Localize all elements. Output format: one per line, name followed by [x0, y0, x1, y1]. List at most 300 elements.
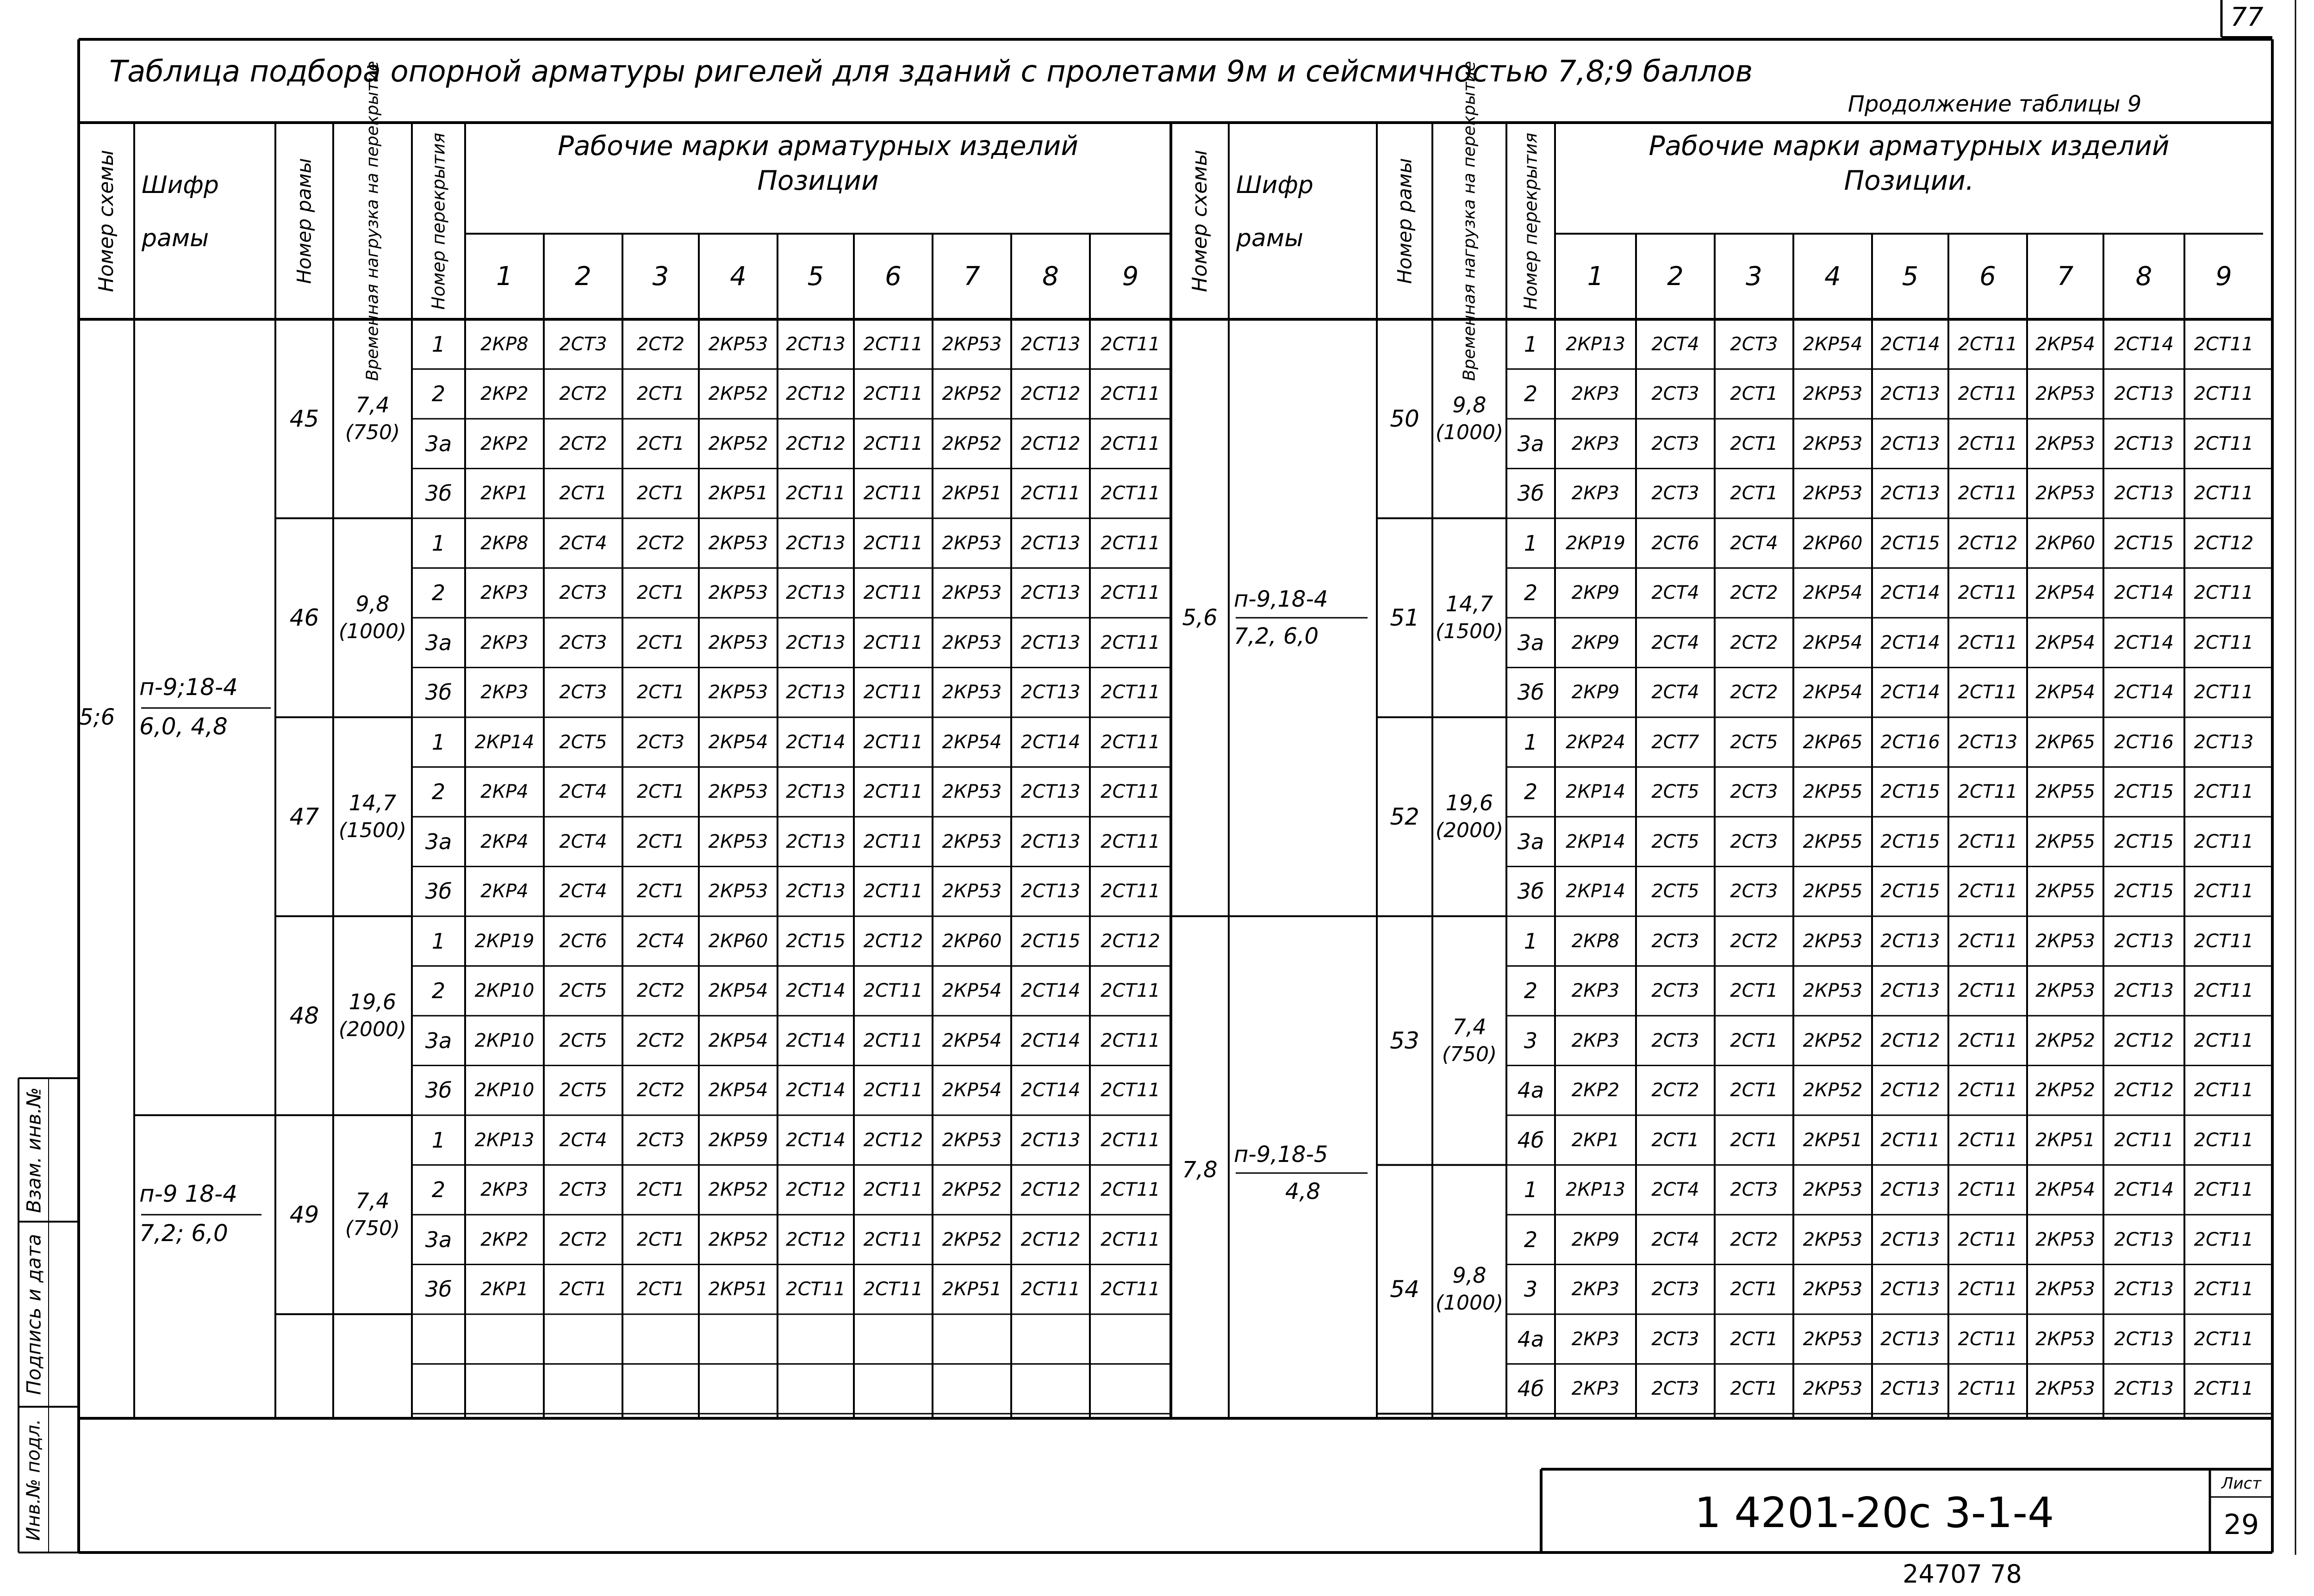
floor-number: 3а	[1517, 431, 1544, 456]
mark-cell: 2КР3	[1571, 980, 1620, 1002]
mark-cell: 2СТ3	[559, 333, 607, 355]
mark-cell: 2КР53	[1803, 383, 1863, 405]
mark-cell: 2СТ14	[1020, 1080, 1081, 1101]
load-value: 14,7	[348, 790, 397, 815]
mark-cell: 2КР3	[1571, 1378, 1620, 1400]
floor-number: 3б	[1517, 481, 1544, 506]
load-kg: (750)	[1442, 1042, 1497, 1066]
mark-cell: 2КР10	[474, 1030, 535, 1051]
mark-cell: 2СТ11	[1958, 383, 2018, 405]
frame-number: 52	[1390, 803, 1419, 830]
mark-cell: 2КР55	[2035, 881, 2095, 902]
mark-cell: 2КР53	[1803, 1229, 1863, 1250]
mark-cell: 2КР9	[1571, 632, 1620, 653]
position-header: 5	[807, 261, 824, 292]
mark-cell: 2СТ5	[559, 980, 607, 1002]
position-header: 9	[1122, 261, 1139, 292]
mark-cell: 2СТ11	[863, 383, 923, 405]
mark-cell: 2СТ11	[2194, 1328, 2254, 1350]
mark-cell: 2СТ15	[1880, 532, 1940, 554]
mark-cell: 2СТ11	[863, 483, 923, 504]
mark-cell: 2СТ11	[1101, 483, 1160, 504]
mark-cell: 2СТ14	[1020, 1030, 1081, 1051]
mark-cell: 2СТ4	[559, 881, 607, 902]
mark-cell: 2СТ3	[1651, 433, 1699, 454]
mark-cell: 2СТ13	[1020, 831, 1081, 852]
mark-cell: 2СТ13	[1958, 731, 2018, 753]
mark-cell: 2СТ11	[1101, 781, 1160, 803]
mark-cell: 2СТ4	[1651, 1229, 1699, 1250]
header-scheme-no-text: Номер схемы	[94, 149, 118, 292]
floor-number: 2	[431, 1177, 446, 1203]
mark-cell: 2КР53	[2035, 1279, 2095, 1300]
floor-number: 2	[1524, 779, 1538, 805]
mark-cell: 2СТ4	[559, 781, 607, 803]
mark-cell: 2КР53	[942, 532, 1002, 554]
side-label-sign-text: Подпись и дата	[22, 1234, 45, 1395]
floor-number: 2	[431, 779, 446, 805]
mark-cell: 2СТ11	[1958, 582, 2018, 604]
mark-cell: 2СТ11	[863, 881, 923, 902]
mark-cell: 2СТ14	[1880, 682, 1940, 703]
mark-cell: 2СТ11	[1958, 1378, 2018, 1400]
mark-cell: 2СТ13	[786, 781, 846, 803]
mark-cell: 2СТ1	[636, 781, 685, 803]
mark-cell: 2КР53	[2035, 483, 2095, 504]
mark-cell: 2СТ14	[2114, 1179, 2174, 1201]
floor-number: 3б	[1517, 879, 1544, 904]
mark-cell: 2КР4	[480, 881, 529, 902]
mark-cell: 2СТ11	[1958, 1279, 2018, 1300]
mark-cell: 2СТ1	[636, 1229, 685, 1250]
mark-cell: 2КР52	[1803, 1030, 1863, 1051]
mark-cell: 2СТ15	[786, 930, 846, 952]
mark-cell: 2КР54	[2035, 333, 2095, 355]
mark-cell: 2КР3	[1571, 1328, 1620, 1350]
mark-cell: 2СТ11	[2194, 980, 2254, 1002]
load-value: 9,8	[1452, 1263, 1487, 1288]
mark-cell: 2СТ13	[1880, 1229, 1940, 1250]
mark-cell: 2КР53	[708, 532, 768, 554]
mark-cell: 2КР53	[1803, 930, 1863, 952]
mark-cell: 2СТ11	[2194, 383, 2254, 405]
mark-cell: 2КР3	[1571, 433, 1620, 454]
frame-number: 54	[1390, 1276, 1419, 1303]
mark-cell: 2КР51	[942, 1279, 1002, 1300]
mark-cell: 2КР13	[1566, 1179, 1625, 1201]
mark-cell: 2СТ11	[863, 433, 923, 454]
mark-cell: 2СТ1	[559, 1279, 607, 1300]
header-scheme-no-text: Номер схемы	[1188, 149, 1212, 292]
header-marks: Рабочие марки арматурных изделий	[558, 130, 1078, 161]
cipher-top: п-9,18-5	[1234, 1142, 1328, 1168]
mark-cell: 2СТ12	[1880, 1030, 1940, 1051]
mark-cell: 2СТ11	[1101, 1030, 1160, 1051]
mark-cell: 2СТ7	[1651, 731, 1699, 753]
load-kg: (750)	[345, 421, 400, 444]
stamp-sheet-number: 29	[2223, 1509, 2259, 1541]
mark-cell: 2СТ2	[559, 433, 607, 454]
header-floor-no	[1506, 123, 1555, 319]
mark-cell: 2КР14	[474, 731, 535, 753]
mark-cell: 2СТ14	[1880, 632, 1940, 653]
cipher-top: п-9,18-4	[1234, 586, 1328, 612]
floor-number: 3б	[1517, 680, 1544, 705]
load-value: 7,4	[355, 1188, 390, 1213]
mark-cell: 2СТ11	[1101, 731, 1160, 753]
mark-cell: 2КР53	[708, 881, 768, 902]
mark-cell: 2СТ14	[786, 1129, 846, 1151]
mark-cell: 2СТ11	[1101, 1179, 1160, 1201]
stamp-code: 1 4201-20с 3-1-4	[1694, 1489, 2054, 1537]
floor-number: 2	[431, 381, 446, 407]
mark-cell: 2СТ5	[1651, 831, 1699, 852]
mark-cell: 2КР8	[480, 532, 529, 554]
mark-cell: 2СТ11	[1880, 1129, 1940, 1151]
mark-cell: 2СТ13	[1020, 1129, 1081, 1151]
mark-cell: 2СТ3	[1651, 1030, 1699, 1051]
mark-cell: 2СТ13	[1020, 532, 1081, 554]
mark-cell: 2СТ5	[559, 1030, 607, 1051]
mark-cell: 2СТ11	[863, 632, 923, 653]
mark-cell: 2СТ11	[1020, 1279, 1081, 1300]
header-load-text: Временная нагрузка на перекрытие	[1460, 61, 1479, 381]
mark-cell: 2СТ11	[863, 1080, 923, 1101]
mark-cell: 2КР53	[942, 682, 1002, 703]
position-header: 1	[1587, 261, 1604, 292]
scheme-number: 5;6	[79, 704, 115, 730]
mark-cell: 2СТ13	[1880, 483, 1940, 504]
mark-cell: 2СТ2	[636, 333, 685, 355]
mark-cell: 2СТ12	[2114, 1080, 2174, 1101]
mark-cell: 2СТ1	[1730, 483, 1778, 504]
scheme-group: 7,8	[1182, 1157, 1218, 1183]
mark-cell: 2СТ12	[786, 1229, 846, 1250]
mark-cell: 2КР52	[708, 383, 768, 405]
mark-cell: 2СТ13	[786, 632, 846, 653]
floor-number: 3а	[1517, 630, 1544, 655]
mark-cell: 2СТ13	[2114, 980, 2174, 1002]
side-label-sign	[19, 1222, 49, 1407]
position-header: 9	[2215, 261, 2232, 292]
mark-cell: 2СТ11	[863, 731, 923, 753]
stamp-sheet-label: Лист	[2221, 1474, 2262, 1493]
mark-cell: 2КР51	[708, 483, 768, 504]
mark-cell: 2КР53	[2035, 1328, 2095, 1350]
mark-cell: 2КР53	[1803, 1179, 1863, 1201]
mark-cell: 2КР60	[2035, 532, 2095, 554]
mark-cell: 2КР53	[2035, 1378, 2095, 1400]
mark-cell: 2КР53	[708, 582, 768, 604]
mark-cell: 2СТ15	[2114, 831, 2174, 852]
mark-cell: 2СТ11	[863, 582, 923, 604]
mark-cell: 2КР55	[1803, 831, 1863, 852]
mark-cell: 2КР54	[942, 1030, 1002, 1051]
mark-cell: 2СТ5	[1730, 731, 1778, 753]
mark-cell: 2СТ12	[1020, 383, 1081, 405]
mark-cell: 2КР53	[942, 881, 1002, 902]
mark-cell: 2КР53	[942, 831, 1002, 852]
mark-cell: 2СТ13	[2194, 731, 2254, 753]
header-frame-no-text: Номер рамы	[293, 158, 316, 284]
floor-number: 1	[431, 530, 446, 556]
mark-cell: 2КР3	[1571, 383, 1620, 405]
header-cipher-2: рамы	[142, 224, 209, 252]
mark-cell: 2СТ13	[1880, 433, 1940, 454]
load-value: 19,6	[348, 989, 397, 1014]
mark-cell: 2СТ1	[636, 1179, 685, 1201]
load-value: 9,8	[1452, 392, 1487, 417]
mark-cell: 2СТ12	[786, 433, 846, 454]
mark-cell: 2СТ2	[1730, 930, 1778, 952]
mark-cell: 2СТ11	[786, 1279, 846, 1300]
mark-cell: 2СТ11	[1958, 1030, 2018, 1051]
mark-cell: 2СТ11	[2194, 433, 2254, 454]
mark-cell: 2СТ11	[1958, 980, 2018, 1002]
mark-cell: 2СТ11	[2194, 1080, 2254, 1101]
mark-cell: 2СТ11	[2194, 682, 2254, 703]
load-value: 7,4	[1452, 1014, 1487, 1039]
floor-number: 4б	[1517, 1127, 1544, 1153]
mark-cell: 2СТ1	[1730, 1279, 1778, 1300]
mark-cell: 2СТ11	[1101, 1129, 1160, 1151]
mark-cell: 2КР53	[708, 333, 768, 355]
side-label-orig-text: Инв.№ подл.	[23, 1418, 44, 1541]
floor-number: 3б	[425, 680, 452, 705]
position-header: 2	[575, 261, 591, 292]
floor-number: 2	[1524, 381, 1538, 407]
position-header: 6	[1979, 261, 1996, 292]
mark-cell: 2СТ12	[1020, 1179, 1081, 1201]
frame-number: 45	[289, 405, 319, 432]
mark-cell: 2СТ11	[1958, 1080, 2018, 1101]
load-kg: (1500)	[338, 819, 407, 842]
mark-cell: 2СТ2	[559, 1229, 607, 1250]
mark-cell: 2СТ13	[1020, 781, 1081, 803]
mark-cell: 2СТ5	[559, 1080, 607, 1101]
mark-cell: 2КР10	[474, 980, 535, 1002]
floor-number: 3а	[425, 1227, 452, 1252]
mark-cell: 2СТ11	[1958, 1229, 2018, 1250]
mark-cell: 2СТ15	[1880, 831, 1940, 852]
mark-cell: 2КР13	[474, 1129, 535, 1151]
mark-cell: 2КР4	[480, 831, 529, 852]
mark-cell: 2КР52	[942, 433, 1002, 454]
mark-cell: 2СТ11	[863, 682, 923, 703]
mark-cell: 2СТ11	[863, 1279, 923, 1300]
mark-cell: 2СТ3	[559, 632, 607, 653]
mark-cell: 2СТ11	[1958, 333, 2018, 355]
mark-cell: 2СТ4	[559, 831, 607, 852]
mark-cell: 2КР53	[708, 831, 768, 852]
mark-cell: 2КР1	[480, 1279, 529, 1300]
mark-cell: 2СТ13	[2114, 1229, 2174, 1250]
mark-cell: 2КР53	[1803, 1328, 1863, 1350]
cipher-top: п-9 18-4	[139, 1180, 237, 1207]
mark-cell: 2СТ11	[863, 980, 923, 1002]
table-subtitle: Продолжение таблицы 9	[1847, 91, 2142, 117]
mark-cell: 2СТ11	[786, 483, 846, 504]
mark-cell: 2КР9	[1571, 582, 1620, 604]
mark-cell: 2СТ3	[559, 582, 607, 604]
position-header: 7	[2057, 261, 2074, 292]
mark-cell: 2СТ1	[1730, 1378, 1778, 1400]
mark-cell: 2КР19	[474, 930, 535, 952]
frame-number: 53	[1390, 1027, 1419, 1054]
mark-cell: 2КР53	[1803, 1279, 1863, 1300]
mark-cell: 2КР53	[942, 333, 1002, 355]
mark-cell: 2КР60	[708, 930, 768, 952]
floor-number: 3а	[425, 829, 452, 854]
mark-cell: 2СТ3	[1651, 483, 1699, 504]
floor-number: 3а	[425, 431, 452, 456]
mark-cell: 2КР3	[480, 1179, 529, 1201]
mark-cell: 2СТ11	[1101, 433, 1160, 454]
mark-cell: 2СТ13	[1880, 383, 1940, 405]
mark-cell: 2КР4	[480, 781, 529, 803]
load-kg: (1000)	[1435, 421, 1504, 444]
mark-cell: 2СТ3	[1730, 1179, 1778, 1201]
side-label-orig	[19, 1407, 49, 1553]
mark-cell: 2СТ11	[1101, 881, 1160, 902]
mark-cell: 2СТ1	[559, 483, 607, 504]
mark-cell: 2СТ11	[1958, 1328, 2018, 1350]
mark-cell: 2СТ5	[1651, 881, 1699, 902]
header-load	[333, 61, 412, 381]
position-header: 4	[730, 261, 746, 292]
mark-cell: 2СТ13	[1880, 980, 1940, 1002]
mark-cell: 2СТ12	[2114, 1030, 2174, 1051]
mark-cell: 2СТ1	[1730, 383, 1778, 405]
header-load	[1432, 61, 1506, 381]
mark-cell: 2СТ11	[1101, 980, 1160, 1002]
mark-cell: 2КР52	[942, 1179, 1002, 1201]
floor-number: 3б	[425, 1277, 452, 1302]
mark-cell: 2СТ4	[1651, 582, 1699, 604]
mark-cell: 2КР53	[1803, 483, 1863, 504]
header-frame-no	[275, 123, 333, 319]
mark-cell: 2СТ15	[2114, 532, 2174, 554]
mark-cell: 2КР54	[1803, 582, 1863, 604]
mark-cell: 2КР13	[1566, 333, 1625, 355]
mark-cell: 2КР54	[2035, 1179, 2095, 1201]
floor-number: 1	[431, 1127, 446, 1153]
floor-number: 3б	[425, 1078, 452, 1103]
mark-cell: 2СТ15	[1880, 881, 1940, 902]
mark-cell: 2КР53	[2035, 433, 2095, 454]
mark-cell: 2КР52	[1803, 1080, 1863, 1101]
cipher-bottom: 6,0, 4,8	[139, 713, 228, 740]
mark-cell: 2СТ3	[1730, 881, 1778, 902]
mark-cell: 2СТ13	[2114, 383, 2174, 405]
position-header: 1	[496, 261, 513, 292]
mark-cell: 2СТ11	[2114, 1129, 2174, 1151]
mark-cell: 2СТ11	[1101, 831, 1160, 852]
mark-cell: 2СТ11	[1958, 930, 2018, 952]
load-kg: (1000)	[1435, 1291, 1504, 1315]
header-positions: Позиции.	[1844, 165, 1974, 196]
mark-cell: 2СТ11	[863, 1030, 923, 1051]
header-floor-no-text: Номер перекрытия	[428, 132, 449, 310]
floor-number: 3б	[425, 879, 452, 904]
mark-cell: 2КР8	[480, 333, 529, 355]
cipher-bottom: 4,8	[1285, 1179, 1321, 1205]
mark-cell: 2КР53	[2035, 980, 2095, 1002]
mark-cell: 2КР53	[942, 1129, 1002, 1151]
mark-cell: 2КР54	[2035, 582, 2095, 604]
mark-cell: 2СТ4	[559, 532, 607, 554]
side-label-inv-text: Взам. инв.№	[22, 1087, 45, 1213]
mark-cell: 2СТ13	[786, 333, 846, 355]
table-title: Таблица подбора опорной арматуры ригелей для зданий с пролетами 9м и сейсмичностью 7,8;9 баллов	[109, 55, 1753, 89]
mark-cell: 2СТ11	[2194, 333, 2254, 355]
mark-cell: 2СТ11	[863, 1229, 923, 1250]
mark-cell: 2КР14	[1566, 781, 1625, 803]
floor-number: 4а	[1517, 1078, 1544, 1103]
mark-cell: 2СТ13	[786, 881, 846, 902]
mark-cell: 2СТ13	[2114, 1279, 2174, 1300]
mark-cell: 2СТ1	[1730, 1030, 1778, 1051]
mark-cell: 2СТ13	[1880, 930, 1940, 952]
mark-cell: 2СТ12	[786, 383, 846, 405]
mark-cell: 2КР1	[480, 483, 529, 504]
mark-cell: 2СТ1	[1730, 433, 1778, 454]
mark-cell: 2КР51	[708, 1279, 768, 1300]
mark-cell: 2СТ14	[2114, 582, 2174, 604]
mark-cell: 2КР1	[1571, 1129, 1620, 1151]
mark-cell: 2СТ11	[1958, 881, 2018, 902]
mark-cell: 2КР55	[1803, 781, 1863, 803]
mark-cell: 2КР65	[1803, 731, 1863, 753]
mark-cell: 2СТ14	[786, 980, 846, 1002]
mark-cell: 2КР52	[2035, 1030, 2095, 1051]
mark-cell: 2СТ11	[1958, 1129, 2018, 1151]
mark-cell: 2СТ11	[1101, 383, 1160, 405]
mark-cell: 2КР9	[1571, 682, 1620, 703]
mark-cell: 2СТ12	[863, 1129, 923, 1151]
mark-cell: 2КР65	[2035, 731, 2095, 753]
mark-cell: 2СТ11	[1958, 1179, 2018, 1201]
header-floor-no-text: Номер перекрытия	[1520, 132, 1541, 310]
floor-number: 2	[1524, 1227, 1538, 1252]
mark-cell: 2КР2	[480, 383, 529, 405]
mark-cell: 2СТ14	[2114, 632, 2174, 653]
load-value: 14,7	[1445, 591, 1493, 616]
position-header: 5	[1902, 261, 1919, 292]
mark-cell: 2КР8	[1571, 930, 1620, 952]
mark-cell: 2СТ11	[2194, 881, 2254, 902]
mark-cell: 2СТ11	[2194, 632, 2254, 653]
mark-cell: 2СТ6	[1651, 532, 1699, 554]
load-kg: (2000)	[338, 1018, 407, 1041]
mark-cell: 2КР60	[942, 930, 1002, 952]
mark-cell: 2СТ13	[786, 582, 846, 604]
mark-cell: 2СТ5	[1651, 781, 1699, 803]
floor-number: 3	[1524, 1028, 1538, 1053]
mark-cell: 2СТ13	[786, 682, 846, 703]
mark-cell: 2КР51	[2035, 1129, 2095, 1151]
mark-cell: 2СТ4	[636, 930, 685, 952]
mark-cell: 2СТ13	[1020, 582, 1081, 604]
mark-cell: 2КР53	[708, 682, 768, 703]
mark-cell: 2КР55	[2035, 831, 2095, 852]
header-cipher-2: рамы	[1236, 224, 1304, 252]
mark-cell: 2СТ1	[636, 582, 685, 604]
mark-cell: 2КР24	[1566, 731, 1625, 753]
mark-cell: 2КР53	[942, 781, 1002, 803]
mark-cell: 2СТ11	[863, 831, 923, 852]
mark-cell: 2СТ11	[2194, 781, 2254, 803]
